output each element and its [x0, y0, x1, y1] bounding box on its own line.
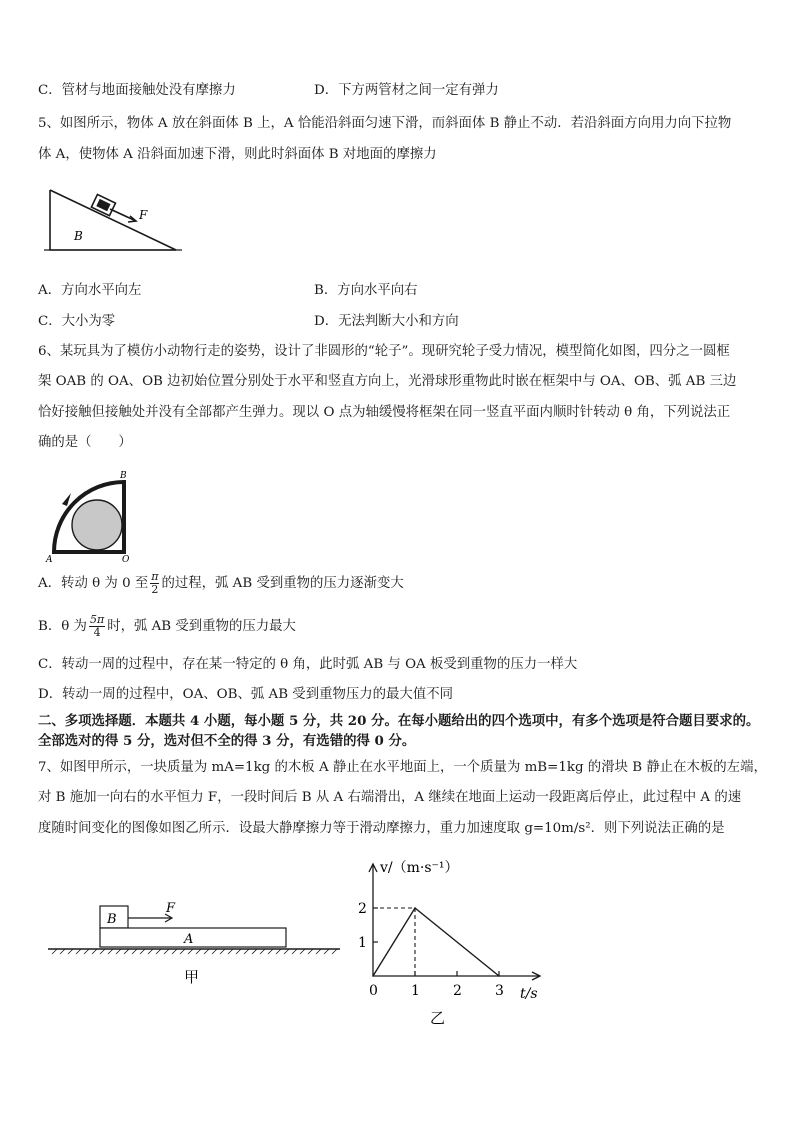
- q6-stem-line4: 确的是（ ）: [38, 435, 132, 450]
- caption-jia: 甲: [184, 968, 200, 986]
- force-arrow: [110, 209, 136, 221]
- section2-line2: 全部选对的得 5 分，选对但不全的得 3 分，有选错的得 0 分。: [38, 733, 416, 749]
- q7-stem-line3: 度随时间变化的图像如图乙所示．设最大静摩擦力等于滑动摩擦力，重力加速度取 g=10m/s²．则下列说法正确的是: [38, 821, 725, 836]
- q5-stem-line1: 5、如图所示，物体 A 放在斜面体 B 上，A 恰能沿斜面匀速下滑，而斜面体 B 静止不动．若沿斜面方向用力向下拉物: [38, 116, 732, 131]
- q6-option-b: [38, 610, 296, 644]
- section2-line1: 二、多项选择题．本题共 4 小题，每小题 5 分，共 20 分。在每小题给出的四个选项中，有多个选项是符合题目要求的。: [38, 713, 760, 729]
- q5-option-d: D．无法判断大小和方向: [314, 314, 459, 329]
- q7-stem-line1: 7、如图甲所示，一块质量为 mA=1kg 的木板 A 静止在水平地面上，一个质量为 mB=1kg 的滑块 B 静止在木板的左端，: [38, 760, 767, 775]
- x-tick-label: 1: [411, 983, 420, 999]
- q6-option-a-suffix: 的过程，弧 AB 受到重物的压力逐渐变大: [161, 576, 404, 591]
- q6-stem-line3: 恰好接触但接触处并没有全部都产生弹力。现以 O 点为轴缓慢将框架在同一竖直平面内顺时针转动 θ 角，下列说法正: [38, 405, 731, 420]
- q5-stem-line2: 体 A，使物体 A 沿斜面加速下滑，则此时斜面体 B 对地面的摩擦力: [38, 147, 437, 162]
- ground-hatching: [52, 949, 337, 954]
- q4-option-c: C．管材与地面接触处没有摩擦力: [38, 83, 236, 98]
- x-tick-label: 0: [369, 983, 378, 999]
- fraction-denominator: 2: [151, 583, 159, 596]
- block-a: [91, 194, 115, 215]
- x-axis-label: t/s: [520, 986, 538, 1002]
- y-tick-label: 2: [358, 901, 367, 917]
- label-a: A: [46, 555, 53, 565]
- rotation-arrow-icon: [62, 493, 71, 506]
- label-f: F: [166, 901, 176, 916]
- label-o: O: [122, 555, 130, 565]
- label-f: F: [139, 208, 148, 222]
- y-axis-label: v/（m·s⁻¹）: [380, 860, 459, 876]
- fraction-numerator: 5π: [89, 613, 105, 626]
- caption-yi: 乙: [430, 1009, 446, 1027]
- ball: [72, 500, 122, 550]
- q7-stem-line2: 对 B 施加一向右的水平恒力 F，一段时间后 B 从 A 右端滑出，A 继续在地面上运动一段距离后停止，此过程中 A 的速: [38, 790, 742, 805]
- x-tick-label: 3: [495, 983, 504, 999]
- incline-triangle: [50, 190, 176, 250]
- data-point: [414, 907, 416, 909]
- q4-option-d: D．下方两管材之间一定有弹力: [314, 83, 499, 98]
- data-point: [498, 975, 500, 977]
- fraction-5pi-over-4: [89, 614, 105, 639]
- q6-option-d: D．转动一周的过程中，OA、OB、弧 AB 受到重物压力的最大值不同: [38, 687, 453, 702]
- label-b: B: [107, 912, 117, 927]
- fraction-pi-over-2: [150, 571, 159, 596]
- q6-quarter-circle-figure: [40, 466, 140, 566]
- q7-vt-chart: [350, 850, 550, 1028]
- label-b: B: [74, 229, 83, 243]
- q6-option-a: [38, 569, 404, 599]
- label-a: A: [184, 932, 194, 947]
- q5-option-a: A．方向水平向左: [38, 283, 142, 298]
- q6-option-a-prefix: A．转动 θ 为 0 至: [38, 576, 149, 591]
- y-tick-label: 1: [358, 935, 367, 951]
- q5-option-c: C．大小为零: [38, 314, 116, 329]
- q5-incline-figure: [40, 186, 190, 256]
- label-b: B: [120, 471, 127, 481]
- q6-option-b-suffix: 时，弧 AB 受到重物的压力最大: [107, 619, 296, 634]
- q6-option-c: C．转动一周的过程中，存在某一特定的 θ 角，此时弧 AB 与 OA 板受到重物的压力一样大: [38, 657, 578, 672]
- data-point: [372, 975, 374, 977]
- fraction-denominator: 4: [93, 626, 101, 639]
- q6-option-b-prefix: B．θ 为: [38, 619, 87, 634]
- x-tick-label: 2: [453, 983, 462, 999]
- fraction-numerator: π: [151, 570, 159, 583]
- q6-stem-line1: 6、某玩具为了模仿小动物行走的姿势，设计了非圆形的“轮子”。现研究轮子受力情况，模型简化如图，四分之一圆框: [38, 344, 730, 359]
- velocity-line: [373, 908, 499, 976]
- q5-option-b: B．方向水平向右: [314, 283, 418, 298]
- q7-board-block-figure: [44, 898, 344, 988]
- q6-stem-line2: 架 OAB 的 OA、OB 边初始位置分别处于水平和竖直方向上，光滑球形重物此时嵌在框架中与 OA、OB、弧 AB 三边: [38, 374, 737, 389]
